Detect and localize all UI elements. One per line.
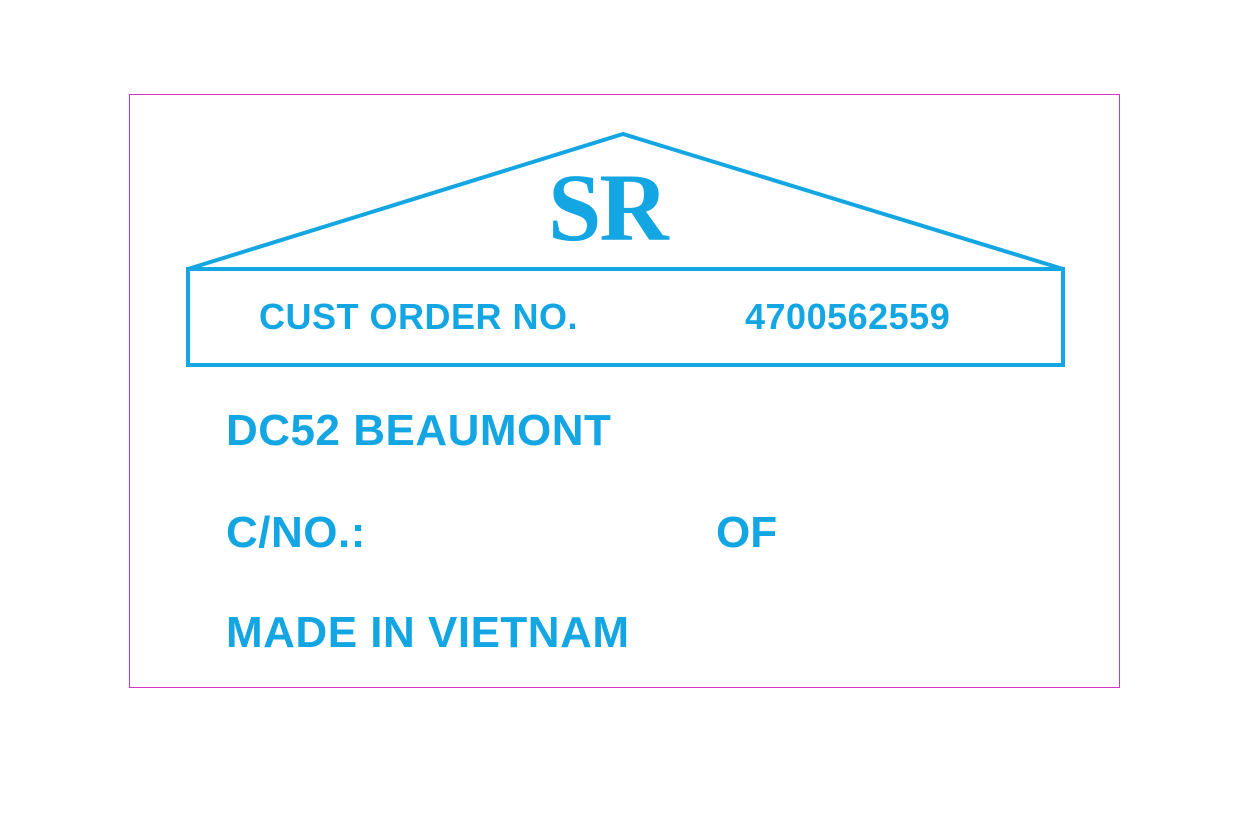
- carton-of-label: OF: [716, 508, 778, 557]
- cust-order-value: 4700562559: [745, 296, 951, 337]
- country-of-origin-text: MADE IN VIETNAM: [226, 608, 630, 657]
- brand-logo: SR: [548, 154, 667, 261]
- cust-order-label: CUST ORDER NO.: [259, 296, 579, 337]
- destination-text: DC52 BEAUMONT: [226, 406, 612, 455]
- carton-number-label: C/NO.:: [226, 508, 366, 557]
